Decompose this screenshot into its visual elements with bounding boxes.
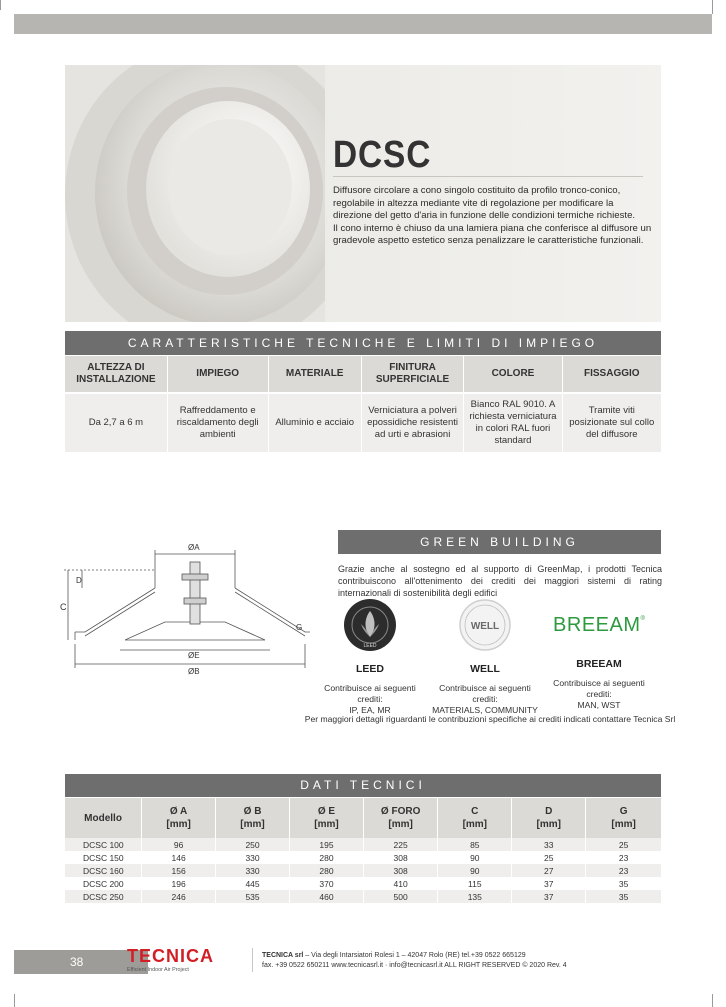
column-header <box>216 798 290 838</box>
column-header: IMPIEGO <box>167 356 268 393</box>
table-cell: 23 <box>586 851 661 864</box>
cert-name: BREEAM <box>576 658 622 670</box>
table-row <box>65 864 661 877</box>
cert-note-line: Contribuisce ai seguenti crediti: <box>324 683 416 704</box>
cert-note <box>427 683 543 716</box>
column-header <box>512 798 586 838</box>
table-cell: DCSC 100 <box>65 838 142 851</box>
table-cell: 25 <box>512 851 586 864</box>
column-header <box>290 798 364 838</box>
table-cell: 156 <box>142 864 216 877</box>
table-cell: 85 <box>438 838 512 851</box>
cert-name: WELL <box>470 663 500 675</box>
green-building-intro: Grazie anche al sostegno ed al supporto di GreenMap, i prodotti Tecnica contribuiscono all'ottenimento dei crediti dei maggiori sistemi di rating internazionali di sostenibilità degli edifici <box>338 564 662 598</box>
header-line: Ø E <box>317 806 336 817</box>
table-cell: 246 <box>142 890 216 903</box>
cert-note-line: Contribuisce ai seguenti crediti: <box>553 678 645 699</box>
column-header: FISSAGGIO <box>562 356 661 393</box>
header-line: Ø FORO <box>380 806 421 817</box>
header-unit: [mm] <box>388 819 413 830</box>
table-header-row <box>65 356 661 393</box>
title-divider <box>333 176 643 177</box>
cert-note <box>312 683 428 716</box>
table-cell: Alluminio e acciaio <box>268 393 361 452</box>
cert-leed <box>312 598 428 716</box>
cert-well <box>427 598 543 716</box>
column-header <box>142 798 216 838</box>
table-cell: 27 <box>512 864 586 877</box>
header-unit: [mm] <box>240 819 265 830</box>
table-cell: 330 <box>216 851 290 864</box>
leed-logo <box>343 598 397 652</box>
table-cell: 96 <box>142 838 216 851</box>
breeam-logo: BREEAM ® <box>553 613 645 636</box>
cert-note-line: MAN, WST <box>577 700 621 710</box>
header-line: Ø B <box>243 806 262 817</box>
column-header <box>65 798 142 838</box>
table-cell: 35 <box>586 890 661 903</box>
column-header <box>363 798 437 838</box>
table-row <box>65 877 661 890</box>
crop-mark <box>712 994 713 1007</box>
table-cell: 445 <box>216 877 290 890</box>
crop-mark <box>14 994 15 1007</box>
dimension-label: C <box>60 602 67 612</box>
dimension-label: ØA <box>188 543 200 552</box>
table-cell: 330 <box>216 864 290 877</box>
header-line: G <box>619 806 628 817</box>
product-hero <box>65 65 661 322</box>
table-cell: 410 <box>363 877 437 890</box>
cert-note-line: MATERIALS, COMMUNITY <box>432 705 538 715</box>
table-cell: 280 <box>290 864 364 877</box>
characteristics-table <box>65 356 661 452</box>
well-logo-text: WELL <box>470 621 500 632</box>
dimension-label: ØE <box>188 651 200 660</box>
crop-mark <box>0 0 1 10</box>
green-building-footnote: Per maggiori dettagli riguardanti le contribuzioni specifiche ai crediti indicati contattare Tecnica Srl <box>304 714 676 724</box>
table-cell: 460 <box>290 890 364 903</box>
table-row <box>65 851 661 864</box>
characteristics-banner: CARATTERISTICHE TECNICHE E LIMITI DI IMPIEGO <box>65 331 661 355</box>
table-cell: 250 <box>216 838 290 851</box>
header-unit: [mm] <box>536 819 561 830</box>
logo-tagline: Efficient Indoor Air Project <box>127 967 189 973</box>
product-code: DCSC <box>333 134 432 176</box>
well-logo <box>458 598 512 652</box>
header-unit: [mm] <box>611 819 636 830</box>
column-header <box>438 798 512 838</box>
table-cell: DCSC 150 <box>65 851 142 864</box>
header-unit: [mm] <box>462 819 488 830</box>
table-cell: 90 <box>438 864 512 877</box>
table-cell: 25 <box>586 838 661 851</box>
table-header-row <box>65 798 661 838</box>
description-paragraph: Il cono interno è chiuso da una lamiera piana che conferisce al diffusore un gradevole aspetto estetico senza penalizzare le caratteristiche funzionali. <box>333 222 652 247</box>
diffuser-photo <box>65 65 325 322</box>
crop-mark <box>712 0 713 14</box>
footer-address <box>262 951 567 970</box>
product-description <box>333 185 655 248</box>
column-header <box>586 798 661 838</box>
table-cell: 23 <box>586 864 661 877</box>
table-row <box>65 393 661 452</box>
tecnica-logo <box>127 946 227 973</box>
cert-note <box>541 678 657 711</box>
company-contact: fax. +39 0522 650211 www.tecnicasrl.it · info@tecnicasrl.it ALL RIGHT RESERVED © 2020 Rev. 4 <box>262 961 567 969</box>
technical-data-banner: DATI TECNICI <box>65 774 661 797</box>
table-cell: DCSC 200 <box>65 877 142 890</box>
column-header: FINITURA SUPERFICIALE <box>361 356 464 393</box>
table-cell: 280 <box>290 851 364 864</box>
table-cell: 370 <box>290 877 364 890</box>
breeam-logo-text: BREEAM <box>553 613 641 636</box>
header-line: Ø A <box>169 806 188 817</box>
table-cell: Bianco RAL 9010. A richiesta verniciatura in colori RAL fuori standard <box>464 393 562 452</box>
header-unit: [mm] <box>314 819 339 830</box>
table-cell: 225 <box>363 838 437 851</box>
cert-breeam <box>541 598 657 711</box>
page-number: 38 <box>70 955 84 969</box>
table-cell: 308 <box>363 864 437 877</box>
table-cell: Da 2,7 a 6 m <box>65 393 167 452</box>
table-cell: 308 <box>363 851 437 864</box>
column-header: COLORE <box>464 356 562 393</box>
technical-data-table <box>65 798 661 903</box>
footer-divider <box>252 948 253 972</box>
leed-logo-text: LEED <box>363 643 377 649</box>
dimension-label: G <box>296 623 303 632</box>
company-address: – Via degli Intarsiatori Rolesi 1 – 42047 Rolo (RE) tel.+39 0522 665129 <box>303 952 526 959</box>
description-paragraph: Diffusore circolare a cono singolo costituito da profilo tronco-conico, regolabile in altezza mediante vite di regolazione per modificare la direzione del getto d'aria in funzione delle condizioni termiche richieste. <box>333 185 636 222</box>
dimension-label: D <box>76 576 82 585</box>
dimension-label: ØB <box>188 667 200 676</box>
technical-drawing <box>60 540 310 680</box>
company-name: TECNICA srl <box>262 952 304 959</box>
green-building-banner: GREEN BUILDING <box>338 530 661 554</box>
table-cell: 37 <box>512 890 586 903</box>
header-unit: [mm] <box>166 819 191 830</box>
table-row <box>65 890 661 903</box>
cert-note-line: Contribuisce ai seguenti crediti: <box>439 683 531 704</box>
top-bar <box>14 14 712 34</box>
table-cell: 135 <box>438 890 512 903</box>
table-row <box>65 838 661 851</box>
cert-name: LEED <box>355 663 384 675</box>
table-cell: DCSC 250 <box>65 890 142 903</box>
table-cell: 196 <box>142 877 216 890</box>
header-line: C <box>471 806 479 817</box>
table-cell: Raffreddamento e riscaldamento degli ambienti <box>167 393 268 452</box>
table-cell: 115 <box>438 877 512 890</box>
logo-wordmark: TECNICA <box>127 946 214 966</box>
table-cell: DCSC 160 <box>65 864 142 877</box>
table-cell: Verniciatura a polveri epossidiche resistenti ad urti e abrasioni <box>361 393 464 452</box>
table-cell: 90 <box>438 851 512 864</box>
table-cell: 33 <box>512 838 586 851</box>
table-cell: 146 <box>142 851 216 864</box>
column-header: MATERIALE <box>268 356 361 393</box>
header-line: D <box>545 806 553 817</box>
table-cell: Tramite viti posizionate sul collo del diffusore <box>562 393 661 452</box>
table-cell: 500 <box>363 890 437 903</box>
table-cell: 35 <box>586 877 661 890</box>
cert-note-line: IP, EA, MR <box>349 705 391 715</box>
table-cell: 535 <box>216 890 290 903</box>
table-cell: 37 <box>512 877 586 890</box>
table-cell: 195 <box>290 838 364 851</box>
header-line: Modello <box>84 812 122 824</box>
column-header: ALTEZZA DI INSTALLAZIONE <box>65 356 167 393</box>
